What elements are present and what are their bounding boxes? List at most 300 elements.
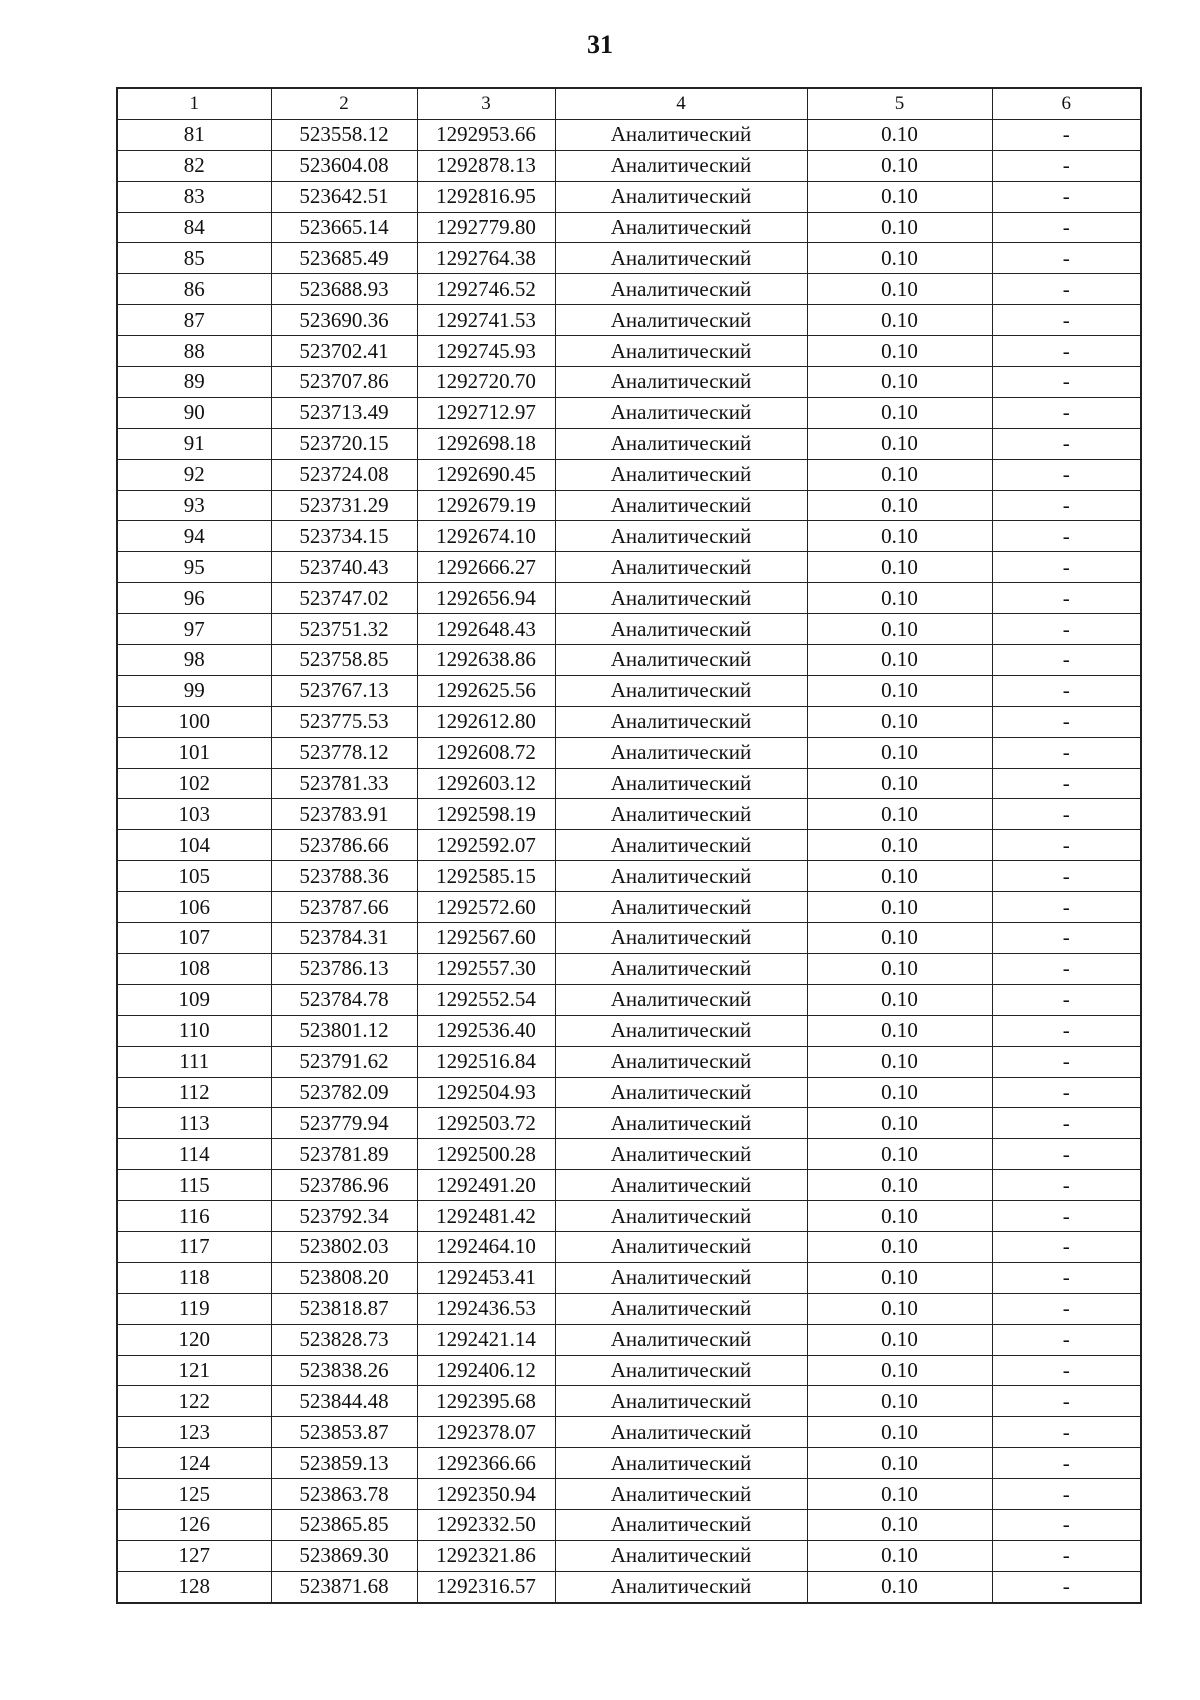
table-row xyxy=(117,768,1141,799)
method-cell: Аналитический xyxy=(555,583,807,614)
table-row xyxy=(117,1355,1141,1386)
point-number-cell: 121 xyxy=(117,1355,271,1386)
accuracy-cell: 0.10 xyxy=(807,490,992,521)
accuracy-cell: 0.10 xyxy=(807,552,992,583)
accuracy-cell: 0.10 xyxy=(807,1262,992,1293)
note-cell: - xyxy=(992,861,1141,892)
note-cell: - xyxy=(992,1077,1141,1108)
page-number: 31 xyxy=(587,30,613,59)
accuracy-cell: 0.10 xyxy=(807,119,992,150)
table-row xyxy=(117,181,1141,212)
accuracy-cell: 0.10 xyxy=(807,614,992,645)
method-cell: Аналитический xyxy=(555,119,807,150)
method-cell: Аналитический xyxy=(555,1201,807,1232)
x-coordinate-cell: 523731.29 xyxy=(271,490,417,521)
point-number-cell: 112 xyxy=(117,1077,271,1108)
note-cell: - xyxy=(992,1417,1141,1448)
header-row xyxy=(117,88,1141,119)
note-cell: - xyxy=(992,1479,1141,1510)
y-coordinate-cell: 1292612.80 xyxy=(417,706,555,737)
accuracy-cell: 0.10 xyxy=(807,830,992,861)
y-coordinate-cell: 1292453.41 xyxy=(417,1262,555,1293)
x-coordinate-cell: 523786.96 xyxy=(271,1170,417,1201)
point-number-cell: 99 xyxy=(117,675,271,706)
accuracy-cell: 0.10 xyxy=(807,768,992,799)
note-cell: - xyxy=(992,799,1141,830)
y-coordinate-cell: 1292378.07 xyxy=(417,1417,555,1448)
point-number-cell: 125 xyxy=(117,1479,271,1510)
y-coordinate-cell: 1292350.94 xyxy=(417,1479,555,1510)
method-cell: Аналитический xyxy=(555,830,807,861)
y-coordinate-cell: 1292625.56 xyxy=(417,675,555,706)
table-row xyxy=(117,1015,1141,1046)
table-row xyxy=(117,1262,1141,1293)
x-coordinate-cell: 523707.86 xyxy=(271,367,417,398)
note-cell: - xyxy=(992,614,1141,645)
x-coordinate-cell: 523784.31 xyxy=(271,923,417,954)
y-coordinate-cell: 1292745.93 xyxy=(417,336,555,367)
note-cell: - xyxy=(992,521,1141,552)
point-number-cell: 120 xyxy=(117,1324,271,1355)
table-row xyxy=(117,1293,1141,1324)
point-number-cell: 107 xyxy=(117,923,271,954)
note-cell: - xyxy=(992,274,1141,305)
x-coordinate-cell: 523791.62 xyxy=(271,1046,417,1077)
x-coordinate-cell: 523779.94 xyxy=(271,1108,417,1139)
x-coordinate-cell: 523865.85 xyxy=(271,1509,417,1540)
note-cell: - xyxy=(992,305,1141,336)
method-cell: Аналитический xyxy=(555,459,807,490)
x-coordinate-cell: 523844.48 xyxy=(271,1386,417,1417)
note-cell: - xyxy=(992,243,1141,274)
column-header: 2 xyxy=(271,88,417,119)
method-cell: Аналитический xyxy=(555,1448,807,1479)
accuracy-cell: 0.10 xyxy=(807,984,992,1015)
y-coordinate-cell: 1292741.53 xyxy=(417,305,555,336)
point-number-cell: 92 xyxy=(117,459,271,490)
method-cell: Аналитический xyxy=(555,953,807,984)
accuracy-cell: 0.10 xyxy=(807,1201,992,1232)
x-coordinate-cell: 523783.91 xyxy=(271,799,417,830)
accuracy-cell: 0.10 xyxy=(807,1324,992,1355)
point-number-cell: 118 xyxy=(117,1262,271,1293)
method-cell: Аналитический xyxy=(555,1479,807,1510)
x-coordinate-cell: 523781.33 xyxy=(271,768,417,799)
point-number-cell: 98 xyxy=(117,645,271,676)
y-coordinate-cell: 1292648.43 xyxy=(417,614,555,645)
x-coordinate-cell: 523751.32 xyxy=(271,614,417,645)
method-cell: Аналитический xyxy=(555,645,807,676)
point-number-cell: 96 xyxy=(117,583,271,614)
accuracy-cell: 0.10 xyxy=(807,1108,992,1139)
accuracy-cell: 0.10 xyxy=(807,274,992,305)
y-coordinate-cell: 1292656.94 xyxy=(417,583,555,614)
table-row xyxy=(117,923,1141,954)
x-coordinate-cell: 523702.41 xyxy=(271,336,417,367)
y-coordinate-cell: 1292816.95 xyxy=(417,181,555,212)
column-header: 3 xyxy=(417,88,555,119)
accuracy-cell: 0.10 xyxy=(807,428,992,459)
point-number-cell: 87 xyxy=(117,305,271,336)
table-row xyxy=(117,1540,1141,1571)
y-coordinate-cell: 1292491.20 xyxy=(417,1170,555,1201)
note-cell: - xyxy=(992,1293,1141,1324)
method-cell: Аналитический xyxy=(555,984,807,1015)
note-cell: - xyxy=(992,1571,1141,1602)
table-row xyxy=(117,614,1141,645)
method-cell: Аналитический xyxy=(555,1540,807,1571)
point-number-cell: 91 xyxy=(117,428,271,459)
method-cell: Аналитический xyxy=(555,1170,807,1201)
table-row xyxy=(117,428,1141,459)
table-row xyxy=(117,150,1141,181)
x-coordinate-cell: 523871.68 xyxy=(271,1571,417,1602)
table-row xyxy=(117,459,1141,490)
y-coordinate-cell: 1292598.19 xyxy=(417,799,555,830)
table-row xyxy=(117,1417,1141,1448)
accuracy-cell: 0.10 xyxy=(807,1571,992,1602)
x-coordinate-cell: 523838.26 xyxy=(271,1355,417,1386)
method-cell: Аналитический xyxy=(555,274,807,305)
accuracy-cell: 0.10 xyxy=(807,737,992,768)
note-cell: - xyxy=(992,459,1141,490)
note-cell: - xyxy=(992,1355,1141,1386)
point-number-cell: 83 xyxy=(117,181,271,212)
note-cell: - xyxy=(992,150,1141,181)
x-coordinate-cell: 523802.03 xyxy=(271,1231,417,1262)
x-coordinate-cell: 523863.78 xyxy=(271,1479,417,1510)
method-cell: Аналитический xyxy=(555,737,807,768)
note-cell: - xyxy=(992,645,1141,676)
column-header: 5 xyxy=(807,88,992,119)
point-number-cell: 119 xyxy=(117,1293,271,1324)
table-row xyxy=(117,243,1141,274)
y-coordinate-cell: 1292764.38 xyxy=(417,243,555,274)
point-number-cell: 104 xyxy=(117,830,271,861)
method-cell: Аналитический xyxy=(555,799,807,830)
table-row xyxy=(117,892,1141,923)
point-number-cell: 114 xyxy=(117,1139,271,1170)
accuracy-cell: 0.10 xyxy=(807,305,992,336)
accuracy-cell: 0.10 xyxy=(807,953,992,984)
y-coordinate-cell: 1292592.07 xyxy=(417,830,555,861)
table-row xyxy=(117,274,1141,305)
method-cell: Аналитический xyxy=(555,1324,807,1355)
accuracy-cell: 0.10 xyxy=(807,243,992,274)
x-coordinate-cell: 523740.43 xyxy=(271,552,417,583)
table-row xyxy=(117,1046,1141,1077)
method-cell: Аналитический xyxy=(555,367,807,398)
point-number-cell: 128 xyxy=(117,1571,271,1602)
y-coordinate-cell: 1292464.10 xyxy=(417,1231,555,1262)
note-cell: - xyxy=(992,1386,1141,1417)
accuracy-cell: 0.10 xyxy=(807,459,992,490)
y-coordinate-cell: 1292503.72 xyxy=(417,1108,555,1139)
method-cell: Аналитический xyxy=(555,397,807,428)
point-number-cell: 109 xyxy=(117,984,271,1015)
accuracy-cell: 0.10 xyxy=(807,1448,992,1479)
y-coordinate-cell: 1292674.10 xyxy=(417,521,555,552)
note-cell: - xyxy=(992,953,1141,984)
note-cell: - xyxy=(992,367,1141,398)
table-row xyxy=(117,521,1141,552)
note-cell: - xyxy=(992,397,1141,428)
accuracy-cell: 0.10 xyxy=(807,1355,992,1386)
accuracy-cell: 0.10 xyxy=(807,583,992,614)
note-cell: - xyxy=(992,706,1141,737)
y-coordinate-cell: 1292679.19 xyxy=(417,490,555,521)
x-coordinate-cell: 523685.49 xyxy=(271,243,417,274)
note-cell: - xyxy=(992,1108,1141,1139)
point-number-cell: 126 xyxy=(117,1509,271,1540)
y-coordinate-cell: 1292585.15 xyxy=(417,861,555,892)
y-coordinate-cell: 1292690.45 xyxy=(417,459,555,490)
x-coordinate-cell: 523665.14 xyxy=(271,212,417,243)
method-cell: Аналитический xyxy=(555,1108,807,1139)
y-coordinate-cell: 1292567.60 xyxy=(417,923,555,954)
x-coordinate-cell: 523782.09 xyxy=(271,1077,417,1108)
y-coordinate-cell: 1292603.12 xyxy=(417,768,555,799)
accuracy-cell: 0.10 xyxy=(807,150,992,181)
point-number-cell: 86 xyxy=(117,274,271,305)
method-cell: Аналитический xyxy=(555,1386,807,1417)
accuracy-cell: 0.10 xyxy=(807,799,992,830)
point-number-cell: 124 xyxy=(117,1448,271,1479)
y-coordinate-cell: 1292666.27 xyxy=(417,552,555,583)
y-coordinate-cell: 1292557.30 xyxy=(417,953,555,984)
method-cell: Аналитический xyxy=(555,1046,807,1077)
note-cell: - xyxy=(992,1262,1141,1293)
table-row xyxy=(117,1571,1141,1602)
x-coordinate-cell: 523808.20 xyxy=(271,1262,417,1293)
note-cell: - xyxy=(992,1324,1141,1355)
accuracy-cell: 0.10 xyxy=(807,1015,992,1046)
column-header: 6 xyxy=(992,88,1141,119)
note-cell: - xyxy=(992,1015,1141,1046)
table-row xyxy=(117,1201,1141,1232)
y-coordinate-cell: 1292436.53 xyxy=(417,1293,555,1324)
y-coordinate-cell: 1292552.54 xyxy=(417,984,555,1015)
point-number-cell: 94 xyxy=(117,521,271,552)
note-cell: - xyxy=(992,737,1141,768)
table-row xyxy=(117,1170,1141,1201)
accuracy-cell: 0.10 xyxy=(807,181,992,212)
x-coordinate-cell: 523720.15 xyxy=(271,428,417,459)
point-number-cell: 113 xyxy=(117,1108,271,1139)
point-number-cell: 117 xyxy=(117,1231,271,1262)
table-row xyxy=(117,706,1141,737)
x-coordinate-cell: 523801.12 xyxy=(271,1015,417,1046)
x-coordinate-cell: 523724.08 xyxy=(271,459,417,490)
accuracy-cell: 0.10 xyxy=(807,1231,992,1262)
method-cell: Аналитический xyxy=(555,490,807,521)
note-cell: - xyxy=(992,490,1141,521)
note-cell: - xyxy=(992,675,1141,706)
table-row xyxy=(117,1448,1141,1479)
method-cell: Аналитический xyxy=(555,706,807,737)
x-coordinate-cell: 523792.34 xyxy=(271,1201,417,1232)
x-coordinate-cell: 523786.13 xyxy=(271,953,417,984)
point-number-cell: 115 xyxy=(117,1170,271,1201)
accuracy-cell: 0.10 xyxy=(807,212,992,243)
method-cell: Аналитический xyxy=(555,428,807,459)
point-number-cell: 89 xyxy=(117,367,271,398)
accuracy-cell: 0.10 xyxy=(807,367,992,398)
point-number-cell: 82 xyxy=(117,150,271,181)
y-coordinate-cell: 1292953.66 xyxy=(417,119,555,150)
x-coordinate-cell: 523859.13 xyxy=(271,1448,417,1479)
note-cell: - xyxy=(992,583,1141,614)
column-header: 4 xyxy=(555,88,807,119)
y-coordinate-cell: 1292421.14 xyxy=(417,1324,555,1355)
point-number-cell: 108 xyxy=(117,953,271,984)
y-coordinate-cell: 1292481.42 xyxy=(417,1201,555,1232)
y-coordinate-cell: 1292779.80 xyxy=(417,212,555,243)
table-row xyxy=(117,1077,1141,1108)
note-cell: - xyxy=(992,1201,1141,1232)
table-row xyxy=(117,830,1141,861)
point-number-cell: 88 xyxy=(117,336,271,367)
x-coordinate-cell: 523558.12 xyxy=(271,119,417,150)
method-cell: Аналитический xyxy=(555,1293,807,1324)
accuracy-cell: 0.10 xyxy=(807,1386,992,1417)
x-coordinate-cell: 523784.78 xyxy=(271,984,417,1015)
note-cell: - xyxy=(992,212,1141,243)
point-number-cell: 102 xyxy=(117,768,271,799)
method-cell: Аналитический xyxy=(555,1509,807,1540)
point-number-cell: 81 xyxy=(117,119,271,150)
method-cell: Аналитический xyxy=(555,552,807,583)
note-cell: - xyxy=(992,1448,1141,1479)
y-coordinate-cell: 1292608.72 xyxy=(417,737,555,768)
method-cell: Аналитический xyxy=(555,1262,807,1293)
table-row xyxy=(117,953,1141,984)
table-row xyxy=(117,552,1141,583)
method-cell: Аналитический xyxy=(555,892,807,923)
x-coordinate-cell: 523713.49 xyxy=(271,397,417,428)
table-row xyxy=(117,645,1141,676)
note-cell: - xyxy=(992,1509,1141,1540)
table-row xyxy=(117,490,1141,521)
x-coordinate-cell: 523734.15 xyxy=(271,521,417,552)
accuracy-cell: 0.10 xyxy=(807,706,992,737)
point-number-cell: 106 xyxy=(117,892,271,923)
method-cell: Аналитический xyxy=(555,861,807,892)
table-row xyxy=(117,984,1141,1015)
method-cell: Аналитический xyxy=(555,1015,807,1046)
method-cell: Аналитический xyxy=(555,675,807,706)
accuracy-cell: 0.10 xyxy=(807,1509,992,1540)
table-row xyxy=(117,737,1141,768)
x-coordinate-cell: 523781.89 xyxy=(271,1139,417,1170)
point-number-cell: 100 xyxy=(117,706,271,737)
x-coordinate-cell: 523818.87 xyxy=(271,1293,417,1324)
x-coordinate-cell: 523788.36 xyxy=(271,861,417,892)
accuracy-cell: 0.10 xyxy=(807,1139,992,1170)
y-coordinate-cell: 1292500.28 xyxy=(417,1139,555,1170)
x-coordinate-cell: 523747.02 xyxy=(271,583,417,614)
point-number-cell: 110 xyxy=(117,1015,271,1046)
table-row xyxy=(117,397,1141,428)
accuracy-cell: 0.10 xyxy=(807,645,992,676)
x-coordinate-cell: 523690.36 xyxy=(271,305,417,336)
accuracy-cell: 0.10 xyxy=(807,521,992,552)
point-number-cell: 116 xyxy=(117,1201,271,1232)
table-body xyxy=(117,119,1141,1602)
table-row xyxy=(117,861,1141,892)
point-number-cell: 105 xyxy=(117,861,271,892)
point-number-cell: 90 xyxy=(117,397,271,428)
table-row xyxy=(117,367,1141,398)
accuracy-cell: 0.10 xyxy=(807,1540,992,1571)
table-row xyxy=(117,1479,1141,1510)
table-row xyxy=(117,1139,1141,1170)
note-cell: - xyxy=(992,428,1141,459)
accuracy-cell: 0.10 xyxy=(807,892,992,923)
y-coordinate-cell: 1292395.68 xyxy=(417,1386,555,1417)
y-coordinate-cell: 1292746.52 xyxy=(417,274,555,305)
y-coordinate-cell: 1292316.57 xyxy=(417,1571,555,1602)
note-cell: - xyxy=(992,336,1141,367)
y-coordinate-cell: 1292712.97 xyxy=(417,397,555,428)
coordinates-table xyxy=(116,87,1142,1604)
accuracy-cell: 0.10 xyxy=(807,336,992,367)
method-cell: Аналитический xyxy=(555,1077,807,1108)
method-cell: Аналитический xyxy=(555,1355,807,1386)
x-coordinate-cell: 523828.73 xyxy=(271,1324,417,1355)
table-row xyxy=(117,336,1141,367)
method-cell: Аналитический xyxy=(555,768,807,799)
y-coordinate-cell: 1292638.86 xyxy=(417,645,555,676)
x-coordinate-cell: 523853.87 xyxy=(271,1417,417,1448)
x-coordinate-cell: 523604.08 xyxy=(271,150,417,181)
note-cell: - xyxy=(992,119,1141,150)
x-coordinate-cell: 523787.66 xyxy=(271,892,417,923)
method-cell: Аналитический xyxy=(555,1571,807,1602)
accuracy-cell: 0.10 xyxy=(807,861,992,892)
y-coordinate-cell: 1292516.84 xyxy=(417,1046,555,1077)
method-cell: Аналитический xyxy=(555,336,807,367)
x-coordinate-cell: 523786.66 xyxy=(271,830,417,861)
method-cell: Аналитический xyxy=(555,614,807,645)
note-cell: - xyxy=(992,984,1141,1015)
method-cell: Аналитический xyxy=(555,923,807,954)
method-cell: Аналитический xyxy=(555,1417,807,1448)
table-row xyxy=(117,583,1141,614)
point-number-cell: 123 xyxy=(117,1417,271,1448)
y-coordinate-cell: 1292572.60 xyxy=(417,892,555,923)
y-coordinate-cell: 1292504.93 xyxy=(417,1077,555,1108)
y-coordinate-cell: 1292698.18 xyxy=(417,428,555,459)
table-row xyxy=(117,1324,1141,1355)
x-coordinate-cell: 523642.51 xyxy=(271,181,417,212)
point-number-cell: 101 xyxy=(117,737,271,768)
table-row xyxy=(117,1509,1141,1540)
point-number-cell: 122 xyxy=(117,1386,271,1417)
x-coordinate-cell: 523869.30 xyxy=(271,1540,417,1571)
note-cell: - xyxy=(992,1170,1141,1201)
table-row xyxy=(117,799,1141,830)
note-cell: - xyxy=(992,1231,1141,1262)
method-cell: Аналитический xyxy=(555,243,807,274)
accuracy-cell: 0.10 xyxy=(807,923,992,954)
method-cell: Аналитический xyxy=(555,521,807,552)
method-cell: Аналитический xyxy=(555,305,807,336)
note-cell: - xyxy=(992,768,1141,799)
method-cell: Аналитический xyxy=(555,1231,807,1262)
point-number-cell: 95 xyxy=(117,552,271,583)
note-cell: - xyxy=(992,1540,1141,1571)
